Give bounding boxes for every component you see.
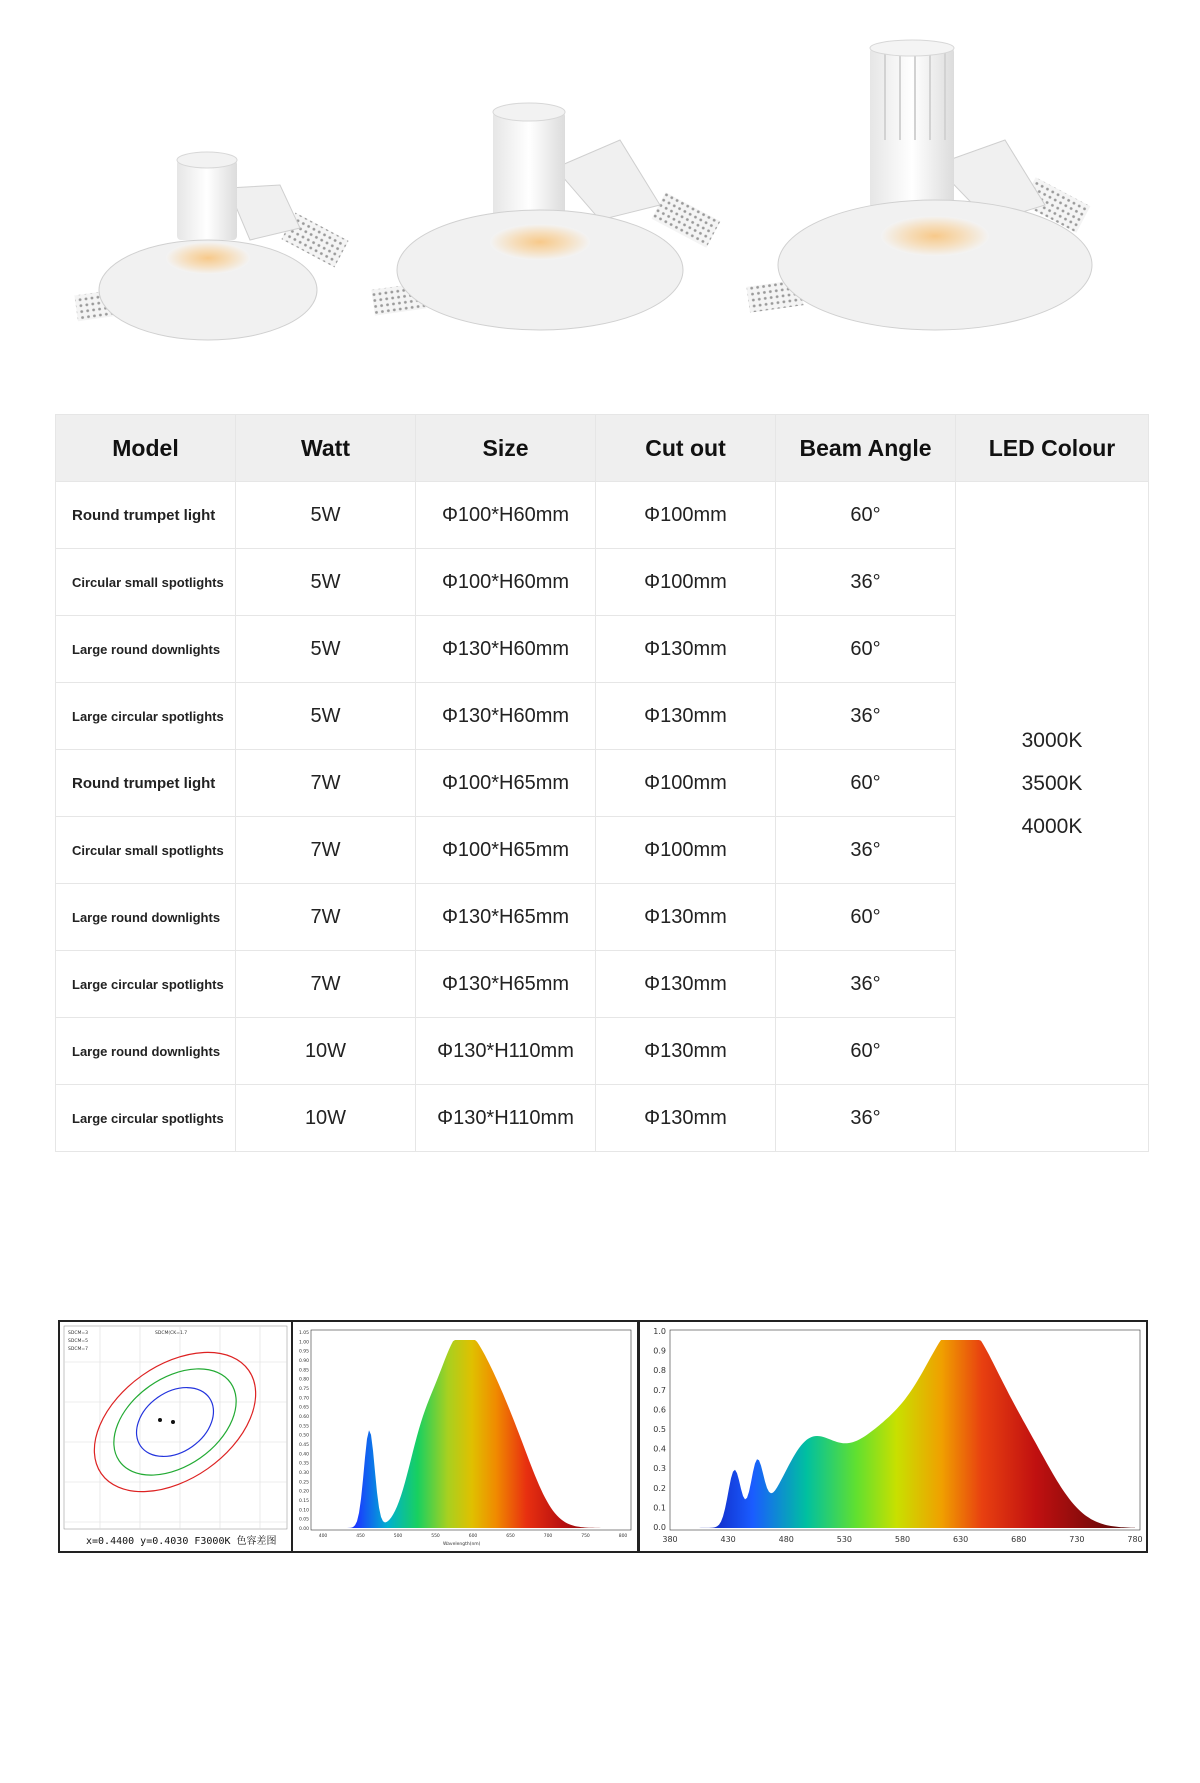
measured-point [171,1420,175,1424]
x-tick-label: 400 [318,1534,328,1539]
watt-cell: 10W [236,1018,416,1085]
y-tick-label: 0.25 [298,1480,309,1486]
cutout-cell: Φ100mm [596,750,776,817]
model-cell: Large circular spotlights [56,1085,236,1152]
x-tick-label: 730 [1069,1535,1085,1544]
y-tick-label: 0.4 [653,1444,666,1454]
watt-cell: 5W [236,482,416,549]
size-cell: Φ100*H65mm [416,750,596,817]
x-tick-label: 550 [431,1534,440,1539]
cutout-cell: Φ130mm [596,1018,776,1085]
model-cell: Large circular spotlights [56,951,236,1018]
model-cell: Round trumpet light [56,482,236,549]
y-tick-label: 0.40 [298,1452,309,1458]
cutout-cell: Φ100mm [596,549,776,616]
ellipse-svg [60,1322,291,1551]
legend-sdcm3: SDCM=3 [68,1331,88,1336]
x-tick-label: 530 [836,1535,853,1544]
model-cell: Circular small spotlights [56,817,236,884]
spectrum-a-svg [293,1322,637,1551]
cutout-cell: Φ130mm [596,951,776,1018]
ellipse-title: SDCM(CK=1.7 [155,1331,188,1336]
beam-cell: 36° [776,817,956,884]
y-tick-label: 0.85 [298,1368,309,1374]
x-tick-label: 600 [468,1534,478,1539]
size-cell: Φ130*H65mm [416,951,596,1018]
x-tick-label: 380 [662,1535,678,1544]
y-tick-label: 1.05 [298,1331,309,1336]
y-tick-label: 1.0 [653,1327,666,1336]
y-tick-label: 0.55 [298,1424,309,1430]
size-cell: Φ130*H60mm [416,683,596,750]
x-tick-label: 630 [952,1535,969,1544]
beam-cell: 36° [776,683,956,750]
header-model: Model [56,415,236,482]
model-cell: Large round downlights [56,616,236,683]
y-tick-label: 0.60 [298,1415,309,1420]
product-images [0,0,1200,380]
cutout-cell: Φ130mm [596,616,776,683]
x-tick-label: 480 [778,1535,794,1544]
lamp-5w [74,152,348,340]
y-tick-label: 0.95 [298,1349,309,1355]
color-tolerance-chart [58,1320,293,1553]
y-tick-label: 0.20 [298,1489,309,1495]
y-tick-label: 0.90 [298,1359,309,1364]
spec-table [55,414,1149,1152]
y-tick-label: 0.45 [298,1443,309,1448]
size-cell: Φ130*H65mm [416,884,596,951]
spectrum-chart-b [638,1320,1148,1553]
cutout-cell: Φ130mm [596,884,776,951]
cutout-cell: Φ100mm [596,482,776,549]
y-tick-label: 0.00 [298,1527,309,1532]
watt-cell: 5W [236,683,416,750]
beam-cell: 60° [776,884,956,951]
lamp-7w [371,103,720,330]
x-tick-label: 450 [356,1534,365,1539]
table-row [56,482,1149,549]
product-photos [0,0,1200,380]
size-cell: Φ100*H60mm [416,482,596,549]
y-tick-label: 0.2 [653,1483,666,1493]
size-cell: Φ100*H60mm [416,549,596,616]
size-cell: Φ130*H60mm [416,616,596,683]
model-cell: Large round downlights [56,1018,236,1085]
y-tick-label: 0.65 [298,1405,309,1411]
spectrum-chart-a [291,1320,639,1553]
header-watt: Watt [236,415,416,482]
beam-cell: 60° [776,750,956,817]
y-tick-label: 0.8 [653,1366,666,1376]
cutout-cell: Φ100mm [596,817,776,884]
colour-temp: 4000K [1021,814,1083,838]
legend-sdcm5: SDCM=5 [68,1339,88,1344]
y-tick-label: 0.05 [298,1517,309,1523]
y-tick-label: 0.75 [298,1387,309,1392]
empty-colour-cell [956,1085,1149,1152]
header-beam-angle: Beam Angle [776,415,956,482]
x-tick-label: 650 [506,1534,515,1539]
y-tick-label: 0.80 [298,1377,309,1383]
cutout-cell: Φ130mm [596,683,776,750]
model-cell: Large round downlights [56,884,236,951]
y-tick-label: 0.6 [653,1405,666,1415]
legend-sdcm7: SDCM=7 [68,1347,88,1352]
table-row [56,1085,1149,1152]
colour-temp: 3000K [1021,728,1083,752]
watt-cell: 7W [236,817,416,884]
cutout-cell: Φ130mm [596,1085,776,1152]
y-tick-label: 0.1 [653,1503,666,1513]
table-header-row [56,415,1149,482]
colour-temp: 3500K [1021,771,1083,795]
watt-cell: 5W [236,616,416,683]
watt-cell: 5W [236,549,416,616]
target-point [158,1418,162,1422]
spectrum-charts [58,1320,1148,1555]
beam-cell: 60° [776,616,956,683]
beam-cell: 36° [776,549,956,616]
model-cell: Large circular spotlights [56,683,236,750]
beam-cell: 60° [776,1018,956,1085]
x-tick-label: 700 [543,1534,553,1539]
model-cell: Round trumpet light [56,750,236,817]
x-ticks-a [319,1533,628,1539]
y-tick-label: 0.7 [653,1385,666,1395]
model-cell: Circular small spotlights [56,549,236,616]
x-tick-label: 580 [894,1535,911,1544]
lamp-10w [746,40,1092,330]
size-cell: Φ100*H65mm [416,817,596,884]
x-tick-label: 800 [618,1534,628,1539]
x-label-a: Wavelength(nm) [443,1542,481,1547]
beam-cell: 36° [776,951,956,1018]
size-cell: Φ130*H110mm [416,1018,596,1085]
size-cell: Φ130*H110mm [416,1085,596,1152]
y-ticks-b [653,1327,666,1532]
y-tick-label: 1.00 [298,1340,309,1346]
x-tick-label: 750 [581,1534,590,1539]
y-tick-label: 0.70 [298,1396,309,1402]
y-tick-label: 0.30 [298,1471,309,1476]
x-tick-label: 680 [1011,1535,1027,1544]
x-ticks-b [662,1535,1142,1544]
watt-cell: 7W [236,750,416,817]
y-tick-label: 0.15 [298,1499,309,1504]
x-tick-label: 780 [1127,1535,1143,1544]
watt-cell: 7W [236,951,416,1018]
y-tick-label: 0.50 [298,1433,309,1439]
y-tick-label: 0.0 [653,1523,666,1532]
header-cutout: Cut out [596,415,776,482]
header-led-colour: LED Colour [956,415,1149,482]
beam-cell: 60° [776,482,956,549]
y-ticks-a [299,1330,309,1532]
watt-cell: 10W [236,1085,416,1152]
x-tick-label: 430 [720,1535,736,1544]
led-colour-cell [956,482,1149,1085]
y-tick-label: 0.9 [653,1346,666,1356]
watt-cell: 7W [236,884,416,951]
x-tick-label: 500 [393,1534,403,1539]
y-tick-label: 0.5 [653,1425,666,1434]
y-tick-label: 0.35 [298,1461,309,1467]
spectrum-b-svg [640,1322,1146,1551]
y-tick-label: 0.10 [298,1508,309,1514]
header-size: Size [416,415,596,482]
y-tick-label: 0.3 [653,1464,666,1474]
ellipse-caption: x=0.4400 y=0.4030 F3000K 色容差图 [86,1536,277,1547]
beam-cell: 36° [776,1085,956,1152]
